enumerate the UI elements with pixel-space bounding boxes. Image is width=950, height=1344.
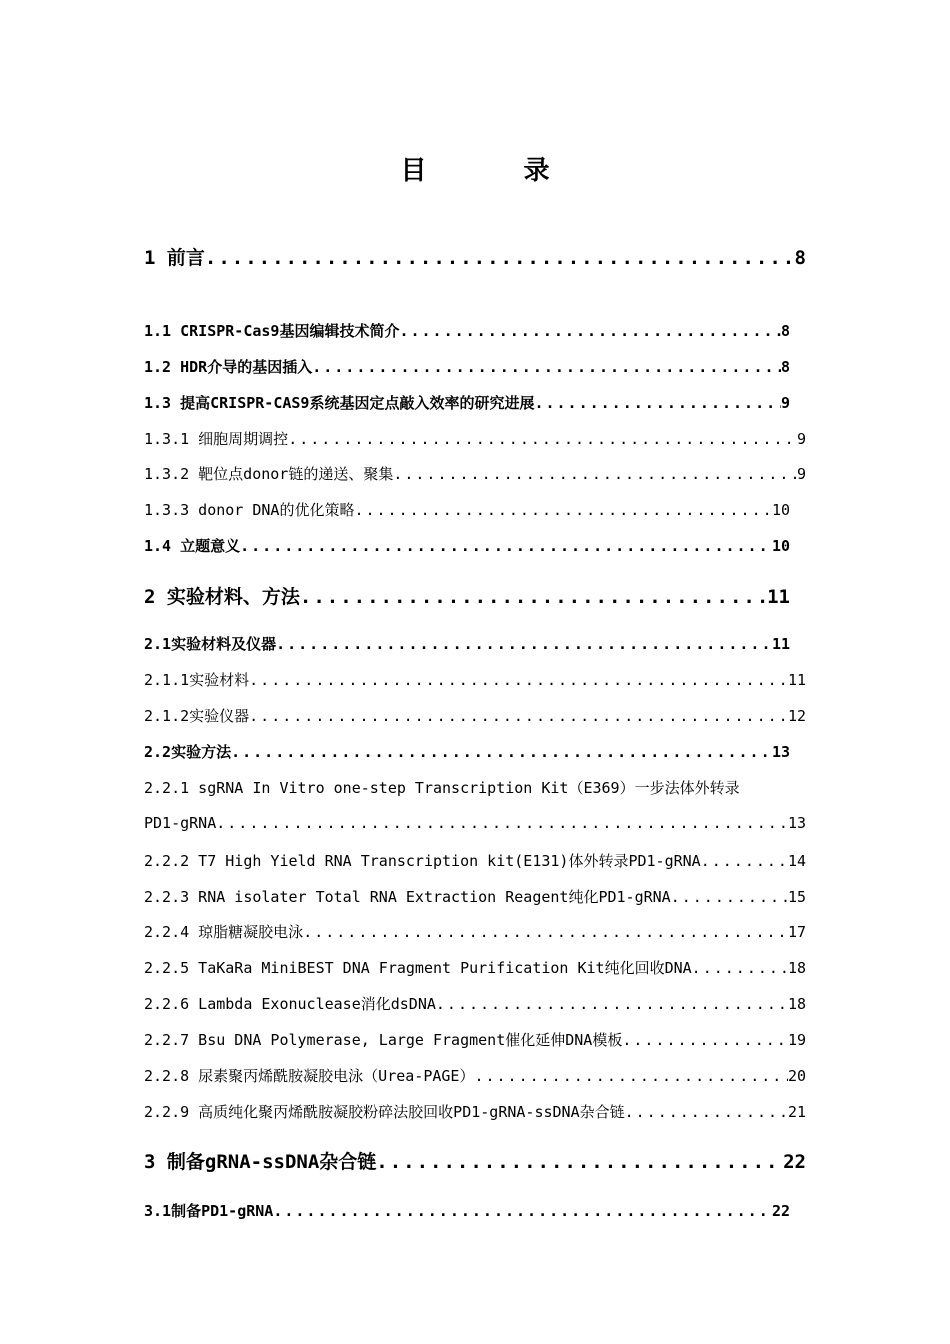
toc-entry-page: 11 (787, 671, 806, 689)
toc-entry[interactable] (144, 582, 790, 609)
toc-entry-label: 1.3.3 donor DNA的优化策略 (144, 501, 355, 519)
toc-entry-label: 2.2实验方法 (144, 743, 232, 761)
toc-entry-page: 21 (787, 1103, 806, 1121)
toc-entry-page: 17 (787, 923, 806, 941)
toc-leader-dots (273, 1202, 772, 1220)
toc-entry-page: 22 (783, 1151, 806, 1173)
toc-entry-label: 1.1 CRISPR-Cas9基因编辑技术简介 (144, 322, 400, 340)
toc-entry-label: 2.2.7 Bsu DNA Polymerase, Large Fragment催化延伸DNA模板 (144, 1031, 623, 1049)
toc-entry[interactable] (144, 633, 790, 654)
toc-entry-page: 8 (794, 247, 806, 269)
toc-entry-label: 2.1.1实验材料 (144, 671, 250, 689)
toc-entry-label: 3 制备gRNA-ssDNA杂合链 (144, 1151, 377, 1173)
toc-entry-label: 1.3.2 靶位点donor链的递送、聚集 (144, 465, 394, 483)
toc-entry[interactable] (144, 993, 806, 1014)
toc-entry[interactable] (144, 886, 806, 907)
toc-entry[interactable] (144, 741, 790, 762)
toc-entry-label: 2.2.9 高质纯化聚丙烯酰胺凝胶粉碎法胶回收PD1-gRNA-ssDNA杂合链 (144, 1103, 625, 1121)
toc-entry[interactable] (144, 392, 790, 413)
toc-leader-dots (671, 888, 788, 906)
toc-leader-dots (216, 814, 788, 832)
toc-entry-label: 2 实验材料、方法 (144, 586, 300, 608)
toc-entry-page: 22 (771, 1202, 790, 1220)
toc-entry-page: 11 (771, 635, 790, 653)
toc-leader-dots (625, 1103, 788, 1121)
toc-entry[interactable] (144, 814, 806, 832)
toc-entry-page: 20 (787, 1067, 806, 1085)
toc-entry-page: 8 (780, 358, 790, 376)
toc-leader-dots (376, 1151, 783, 1173)
toc-entry-wrapped[interactable]: 2.2.1 sgRNA In Vitro one-step Transcription Kit（E369）一步法体外转录 (144, 779, 740, 797)
toc-entry[interactable] (144, 320, 790, 341)
toc-entry[interactable] (144, 1065, 806, 1086)
toc-leader-dots (622, 1031, 788, 1049)
toc-entry-label: 2.2.4 琼脂糖凝胶电泳 (144, 923, 304, 941)
toc-entry-label: 2.2.6 Lambda Exonuclease消化dsDNA (144, 995, 436, 1013)
toc-leader-dots (474, 1067, 787, 1085)
toc-entry-page: 14 (787, 852, 806, 870)
toc-entry[interactable] (144, 535, 790, 556)
toc-entry-label: 2.2.3 RNA isolater Total RNA Extraction Reagent纯化PD1-gRNA (144, 888, 671, 906)
toc-entry-label: 2.2.5 TaKaRa MiniBEST DNA Fragment Purification Kit纯化回收DNA (144, 959, 692, 977)
toc-leader-dots (249, 671, 788, 689)
toc-leader-dots (701, 852, 788, 870)
toc-leader-dots (300, 586, 767, 608)
toc-entry-label: 1 前言 (144, 247, 205, 269)
toc-entry-page: 13 (771, 743, 790, 761)
toc-leader-dots (231, 743, 772, 761)
toc-entry-label: 2.1实验材料及仪器 (144, 635, 277, 653)
toc-entry-page: 10 (771, 501, 790, 519)
toc-entry-label: 1.2 HDR介导的基因插入 (144, 358, 313, 376)
toc-leader-dots (534, 394, 781, 412)
toc-leader-dots (436, 995, 788, 1013)
toc-entry[interactable] (144, 1147, 806, 1174)
toc-entry-label: 1.3 提高CRISPR-CAS9系统基因定点敲入效率的研究进展 (144, 394, 535, 412)
toc-entry-page: 11 (767, 586, 790, 608)
toc-entry-page: 18 (787, 995, 806, 1013)
toc-entry-page: 12 (787, 707, 806, 725)
toc-entry-label: 1.4 立题意义 (144, 537, 241, 555)
toc-leader-dots (288, 430, 797, 448)
toc-leader-dots (354, 501, 771, 519)
toc-entry[interactable] (144, 921, 806, 942)
toc-leader-dots (312, 358, 781, 376)
toc-entry-page: 13 (787, 814, 806, 832)
toc-entry[interactable] (144, 1200, 790, 1221)
toc-leader-dots (303, 923, 788, 941)
toc-entry[interactable] (144, 356, 790, 377)
toc-leader-dots (249, 707, 788, 725)
toc-entry[interactable] (144, 1029, 806, 1050)
toc-leader-dots (205, 247, 795, 269)
toc-entry-page: 19 (787, 1031, 806, 1049)
toc-entry-page: 8 (780, 322, 790, 340)
toc-entry-label: PD1-gRNA (144, 814, 217, 832)
toc-entry-page: 10 (771, 537, 790, 555)
toc-entry[interactable] (144, 499, 790, 520)
toc-entry-label: 2.2.2 T7 High Yield RNA Transcription kit(E131)体外转录PD1-gRNA (144, 852, 701, 870)
toc-entry-page: 9 (780, 394, 790, 412)
page-title: 目 录 (400, 156, 594, 186)
toc-leader-dots (240, 537, 772, 555)
toc-entry[interactable] (144, 463, 806, 484)
toc-leader-dots (276, 635, 772, 653)
toc-entry[interactable] (144, 669, 806, 690)
toc-entry[interactable] (144, 243, 806, 270)
toc-leader-dots (393, 465, 797, 483)
toc-entry[interactable] (144, 705, 806, 726)
toc-leader-dots (399, 322, 781, 340)
toc-entry-page: 15 (787, 888, 806, 906)
toc-entry-label: 2.1.2实验仪器 (144, 707, 250, 725)
toc-entry[interactable] (144, 957, 806, 978)
toc-entry-label: 1.3.1 细胞周期调控 (144, 430, 289, 448)
toc-entry-label: 2.2.8 尿素聚丙烯酰胺凝胶电泳（Urea-PAGE） (144, 1067, 475, 1085)
toc-entry-page: 18 (787, 959, 806, 977)
toc-entry-label: 3.1制备PD1-gRNA (144, 1202, 274, 1220)
toc-entry-page: 9 (796, 465, 806, 483)
toc-entry[interactable] (144, 428, 806, 449)
toc-entry[interactable] (144, 850, 806, 871)
toc-entry-page: 9 (796, 430, 806, 448)
toc-entry[interactable] (144, 1101, 806, 1122)
toc-leader-dots (692, 959, 788, 977)
